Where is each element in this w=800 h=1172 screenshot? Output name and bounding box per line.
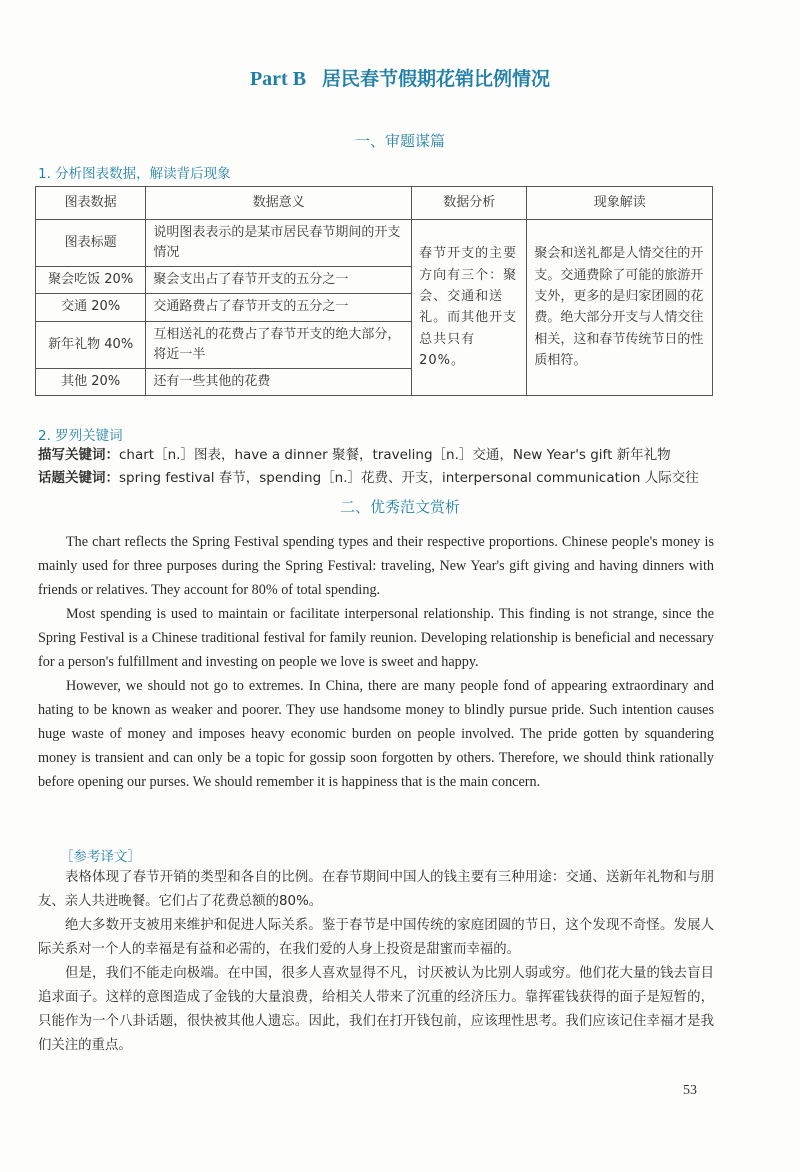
keywords-topic — [38, 466, 699, 486]
table-cell-item: 其他 20% — [36, 368, 146, 395]
translation-paragraph: 绝大多数开支被用来维护和促进人际关系。鉴于春节是中国传统的家庭团圆的节日，这个发现不奇怪。发展人际关系对一个人的幸福是有益和必需的，在我们爱的人身上投资是甜蜜而幸福的。 — [38, 918, 714, 957]
subheading-keywords: 2. 罗列关键词 — [38, 428, 123, 444]
essay-paragraph: The chart reflects the Spring Festival spending types and their respective proportions. Chinese people's money is mainly used for three purposes during the Spring Festival: traveling, New Year's gift giving and having dinners with friends or relatives. They account for 80% of total spending. — [38, 534, 714, 598]
table-header: 数据意义 — [146, 187, 412, 220]
table-header-row — [36, 187, 713, 220]
table-cell-interpretation: 聚会和送礼都是人情交往的开支。交通费除了可能的旅游开支外，更多的是归家团圆的花费。绝大部分开支与人情交往相关，这和春节传统节日的性质相符。 — [527, 220, 713, 396]
section-heading-2: 二、优秀范文赏析 — [339, 498, 460, 516]
reference-translation-label: ［参考译文］ — [60, 849, 141, 865]
section-heading-1: 一、审题谋篇 — [354, 132, 445, 150]
table-cell-meaning: 互相送礼的花费占了春节开支的绝大部分，将近一半 — [146, 321, 412, 368]
table-cell-meaning: 说明图表表示的是某市居民春节期间的开支情况 — [146, 220, 412, 267]
keywords-describe — [38, 443, 671, 463]
title-text: 居民春节假期花销比例情况 — [322, 68, 551, 90]
table-row — [36, 220, 713, 267]
keywords-describe-label: 描写关键词： — [38, 447, 119, 463]
table-cell-meaning: 聚会支出占了春节开支的五分之一 — [146, 267, 412, 294]
table-cell-item: 新年礼物 40% — [36, 321, 146, 368]
table-cell-item: 交通 20% — [36, 294, 146, 321]
model-essay — [38, 530, 714, 794]
data-table — [35, 186, 713, 396]
keywords-topic-label: 话题关键词： — [38, 470, 119, 486]
translation-paragraph: 表格体现了春节开销的类型和各自的比例。在春节期间中国人的钱主要有三种用途：交通、送新年礼物和与朋友、亲人共进晚餐。它们占了花费总额的80%。 — [38, 870, 714, 909]
table-header: 数据分析 — [412, 187, 527, 220]
table-header: 现象解读 — [527, 187, 713, 220]
page-title — [0, 64, 800, 91]
keywords-topic-text: spring festival 春节，spending［n.］花费、开支，interpersonal communication 人际交往 — [119, 470, 699, 486]
table-cell-analysis: 春节开支的主要方向有三个：聚会、交通和送礼。而其他开支总共只有20%。 — [412, 220, 527, 396]
essay-paragraph: Most spending is used to maintain or facilitate interpersonal relationship. This finding is not strange, since the Spring Festival is a Chinese traditional festival for family reunion. Developing relationship is beneficial and necessary for a person's fulfillment and investing on people we love is sweet and happy. — [38, 606, 714, 670]
translation-paragraph: 但是，我们不能走向极端。在中国，很多人喜欢显得不凡，讨厌被认为比别人弱或穷。他们花大量的钱去盲目追求面子。这样的意图造成了金钱的大量浪费，给相关人带来了沉重的经济压力。靠挥霍钱获得的面子是短暂的，只能作为一个八卦话题，很快被其他人遗忘。因此，我们在打开钱包前，应该理性思考。我们应该记住幸福才是我们关注的重点。 — [38, 966, 714, 1053]
page-number: 53 — [683, 1083, 697, 1098]
subheading-analyze: 1. 分析图表数据，解读背后现象 — [38, 166, 231, 182]
table-cell-meaning: 还有一些其他的花费 — [146, 368, 412, 395]
essay-paragraph: However, we should not go to extremes. In China, there are many people fond of appearing extraordinary and hating to be known as weaker and poorer. They use handsome money to blindly pursue pride. Such intention causes huge waste of money and imposes heavy economic burden on people involved. The pride gotten by squandering money is transient and can only be a topic for gossip soon forgotten by others. Therefore, we should think rationally before opening our purses. We should remember it is happiness that is the main concern. — [38, 678, 714, 790]
keywords-describe-text: chart［n.］图表，have a dinner 聚餐，traveling［n.］交通，New Year's gift 新年礼物 — [119, 447, 671, 463]
reference-translation — [38, 866, 714, 1058]
part-label: Part B — [249, 68, 307, 90]
table-cell-item: 聚会吃饭 20% — [36, 267, 146, 294]
table-cell-meaning: 交通路费占了春节开支的五分之一 — [146, 294, 412, 321]
table-cell-item: 图表标题 — [36, 220, 146, 267]
table-header: 图表数据 — [36, 187, 146, 220]
